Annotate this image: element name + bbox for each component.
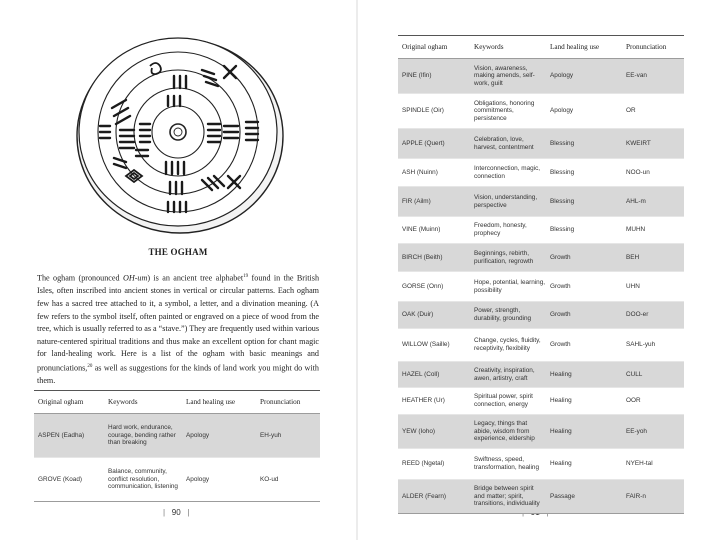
cell-ogham: GORSE (Onn) [402,282,444,290]
cell-pron: AHL-m [622,187,684,217]
cell-use: Apology [546,59,622,94]
cell-pron: KO-ud [260,475,279,483]
figure-caption: THE OGHAM [148,247,208,257]
cell-use: Healing [550,460,572,468]
cell-ogham: OAK (Duir) [398,302,470,329]
ogham-table-right [398,35,684,514]
cell-keywords: Balance, community, conflict resolution, communication, listening [108,468,178,491]
cell-keywords: Obligations, honoring commitments, persistence [474,99,535,122]
cell-pron: CULL [622,362,684,388]
cell-use: Growth [546,244,622,272]
col-header: Pronunciation [260,398,301,406]
table-row [34,414,320,458]
cell-ogham: PINE (Ifin) [398,59,470,94]
cell-ogham: VINE (Muinn) [402,226,441,234]
table-row [398,272,684,302]
cell-ogham: GROVE (Koad) [38,475,83,483]
cell-use: Blessing [546,187,622,217]
table-row [398,302,684,329]
col-header: Keywords [474,43,504,51]
cell-pron: OOR [626,397,641,405]
cell-pron: BEH [622,244,684,272]
col-header: Keywords [108,398,138,406]
col-header: Original ogham [38,398,84,406]
cell-keywords: Vision, awareness, making amends, self-work, guilt [470,59,546,94]
cell-keywords: Beginnings, rebirth, purification, regrowth [470,244,546,272]
col-header: Land healing use [186,398,236,406]
cell-pron: OR [626,107,636,115]
cell-ogham: APPLE (Quert) [398,129,470,159]
ogham-wheel-illustration [74,30,284,235]
cell-pron: DOO-er [622,302,684,329]
col-header: Pronunciation [626,43,667,51]
table-row [398,187,684,217]
cell-ogham: ALDER (Fearn) [398,480,470,514]
text-run: The ogham (pronounced [37,273,123,283]
cell-pron: KWEIRT [622,129,684,159]
cell-use: Apology [182,414,256,458]
cell-keywords: Power, strength, durability, grounding [470,302,546,329]
table-row [398,129,684,159]
table-row [398,159,684,187]
cell-pron: SAHL-yuh [626,341,656,349]
cell-use: Apology [550,107,574,115]
cell-keywords: Vision, understanding, perspective [470,187,546,217]
cell-ogham: FIR (Ailm) [398,187,470,217]
cell-ogham: WILLOW (Saille) [402,341,450,349]
footnote-ref[interactable]: 19 [243,274,249,279]
table-row [398,217,684,244]
cell-ogham: SPINDLE (Oir) [402,107,444,115]
cell-keywords: Bridge between spirit and matter; spirit, transitions, individuality [470,480,546,514]
cell-ogham: HAZEL (Coll) [398,362,470,388]
cell-use: Healing [550,397,572,405]
cell-pron: NYEH-tal [626,460,653,468]
cell-pron: UHN [626,282,640,290]
ogham-table-left [34,390,320,502]
table-row [398,329,684,362]
cell-use: Growth [546,302,622,329]
cell-pron: EH-yuh [256,414,320,458]
left-page [0,0,356,540]
table-row [398,415,684,449]
cell-keywords: Celebration, love, harvest, contentment [470,129,546,159]
cell-ogham: ASH (Nuinn) [402,168,438,176]
cell-ogham: REED (Ngetal) [402,460,445,468]
cell-use: Growth [550,282,571,290]
cell-use: Blessing [550,168,575,176]
text-run: as well as suggestions for the kinds of land work you might do with them. [37,363,319,386]
cell-keywords: Hope, potential, learning, possibility [474,278,546,294]
table-row [398,480,684,514]
table-row [398,59,684,94]
page-number-left: | 90 | [163,508,190,517]
cell-ogham: YEW (Ioho) [398,415,470,449]
cell-use: Blessing [546,129,622,159]
cell-keywords: Spiritual power, spirit connection, energy [474,393,533,408]
cell-keywords: Change, cycles, fluidity, receptivity, flexibility [474,337,541,352]
col-header: Land healing use [550,43,600,51]
cell-use: Healing [546,415,622,449]
cell-keywords: Legacy, things that abide, wisdom from experience, eldership [470,415,546,449]
cell-use: Healing [546,362,622,388]
table-row [398,362,684,388]
col-header: Original ogham [402,43,448,51]
table-row [398,94,684,129]
footnote-ref[interactable]: 20 [87,363,93,369]
cell-pron: EE-van [622,59,684,94]
pronunciation-italic: OH-um [122,273,148,283]
text-run: ) is an ancient tree alphabet [147,273,244,283]
cell-pron: NOO-un [626,168,650,176]
cell-ogham: ASPEN (Eadha) [34,414,104,458]
table-row [398,244,684,272]
cell-keywords: Hard work, endurance, courage, bending rather than breaking [104,414,182,458]
cell-pron: EE-yoh [622,415,684,449]
cell-use: Growth [550,341,571,349]
table-row [398,388,684,415]
cell-pron: MUHN [626,226,646,234]
body-paragraph [37,271,319,388]
cell-keywords: Creativity, inspiration, awen, artistry, craft [470,362,546,388]
table-row [34,458,320,502]
cell-pron: FAIR-n [622,480,684,514]
table-header-row [398,36,684,59]
cell-keywords: Swiftness, speed, transformation, healing [474,456,540,471]
table-row [398,449,684,480]
cell-use: Apology [186,475,210,483]
cell-ogham: BIRCH (Beith) [398,244,470,272]
cell-keywords: Interconnection, magic, connection [474,164,541,180]
text-run: found in the British Isles, often inscribed into ancient stones in vertical or circular patterns. Each ogham few has a sacred tree attached to it, a symbol, a letter, and a divination meaning. (A few refers to the symbol itself, often painted or engraved on a piece of wood from the tree, which is usually referred to as a “stave.”) They are frequently used within various nature-centered spiritual traditions and thus make an excellent option for chant magic for land-healing work. Here is a list of the ogham with basic meanings and pronunciations, [37,273,320,373]
cell-ogham: HEATHER (Ur) [402,397,445,405]
cell-keywords: Freedom, honesty, prophecy [474,222,527,237]
cell-use: Blessing [550,226,575,234]
cell-use: Passage [546,480,622,514]
table-header-row [34,391,320,414]
